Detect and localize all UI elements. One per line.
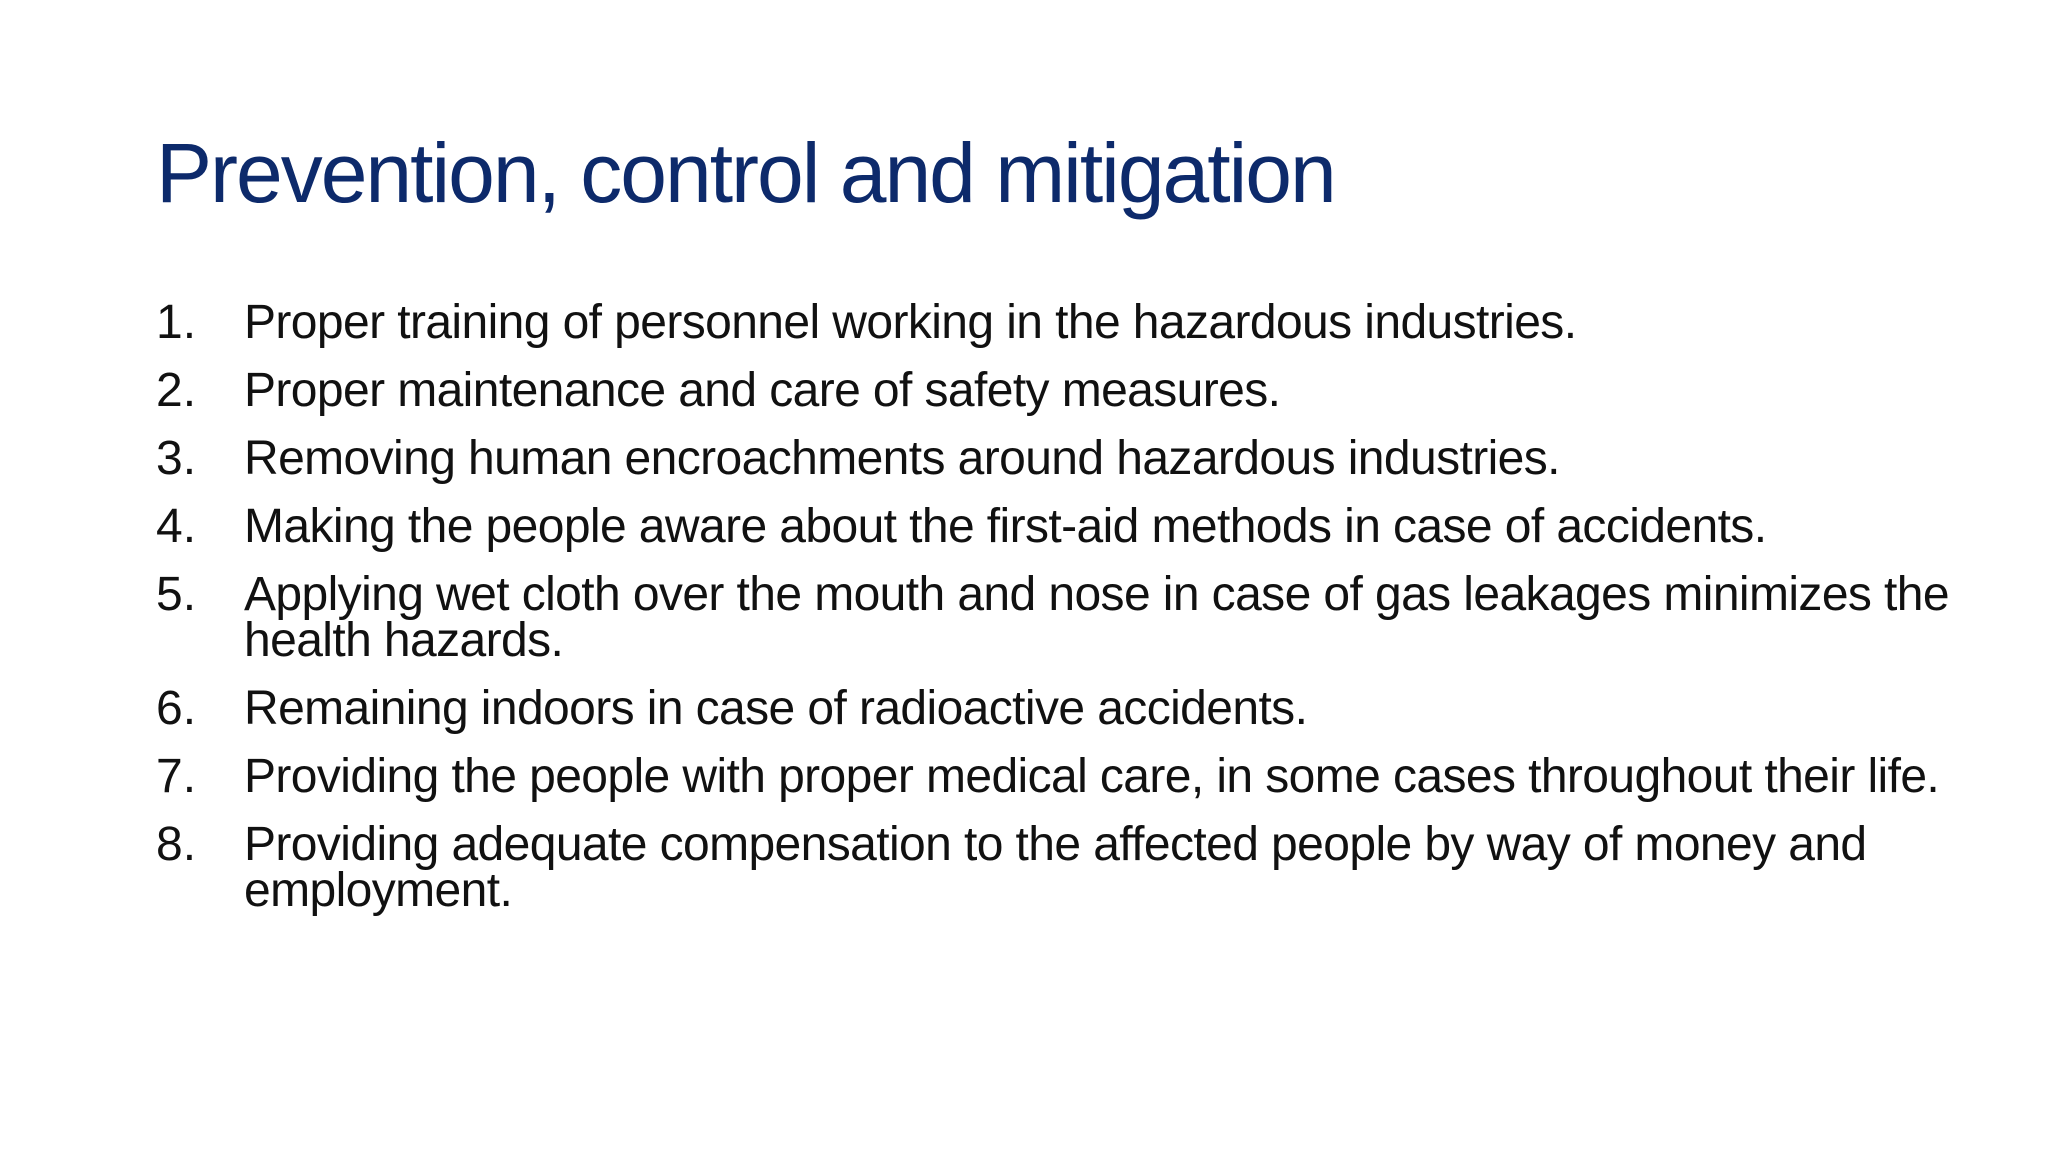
list-item-text: Making the people aware about the first-aid methods in case of accidents. — [244, 500, 1767, 553]
list-item-text: Providing the people with proper medical care, in some cases throughout their life. — [244, 750, 1940, 803]
list-item-text: Proper maintenance and care of safety measures. — [244, 364, 1281, 417]
slide-title: Prevention, control and mitigation — [156, 126, 1335, 220]
list-item — [156, 364, 1986, 417]
list-item-number: 6. — [156, 682, 197, 735]
numbered-list — [156, 296, 1986, 936]
list-item-text: Removing human encroachments around hazardous industries. — [244, 432, 1560, 485]
list-item — [156, 500, 1986, 553]
list-item-number: 1. — [156, 296, 197, 349]
list-item — [156, 568, 1986, 667]
list-item — [156, 750, 1986, 803]
list-item-text: Remaining indoors in case of radioactive accidents. — [244, 682, 1308, 735]
list-item-number: 7. — [156, 750, 197, 803]
list-item-number: 8. — [156, 818, 197, 871]
list-item-text: Providing adequate compensation to the affected people by way of money and employment. — [244, 818, 1867, 917]
list-item-number: 5. — [156, 568, 197, 621]
list-item — [156, 818, 1986, 917]
list-item — [156, 296, 1986, 349]
list-item-text: Applying wet cloth over the mouth and nose in case of gas leakages minimizes the health hazards. — [244, 568, 1949, 667]
list-item — [156, 682, 1986, 735]
list-item — [156, 432, 1986, 485]
list-item-number: 2. — [156, 364, 197, 417]
list-item-text: Proper training of personnel working in the hazardous industries. — [244, 296, 1577, 349]
list-item-number: 3. — [156, 432, 197, 485]
list-item-number: 4. — [156, 500, 197, 553]
